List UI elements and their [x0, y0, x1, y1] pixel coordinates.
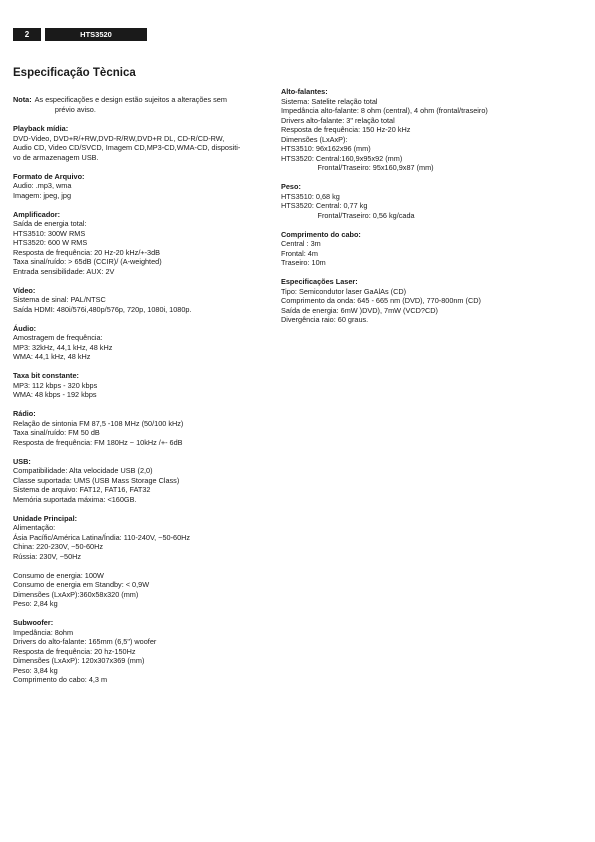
section-title: Peso: [281, 182, 301, 191]
section-title: USB: [13, 456, 31, 466]
spec-line: Traseiro: 10m [281, 258, 326, 267]
note-line: As especificações e design estão sujeitos a alterações sem [34, 95, 227, 104]
spec-line: Comprimento do cabo: 4,3 m [13, 675, 108, 684]
spec-line: MP3: 32kHz, 44,1 kHz, 48 kHz [13, 342, 113, 352]
spec-line: Entrada sensibilidade: AUX: 2V [13, 266, 115, 276]
spec-line: Audio: .mp3, wma [13, 181, 72, 190]
spec-line: HTS3520: Central: 0,77 kg [281, 201, 368, 210]
spec-line: Impedância: 8ohm [13, 627, 74, 637]
section-title: Subwoofer: [13, 618, 54, 627]
section-title: Unidade Principal: [13, 513, 78, 523]
spec-line: Consumo de energia: 100W [13, 570, 104, 580]
spec-line: Sistema de sinal: PAL/NTSC [13, 295, 106, 304]
page-header [13, 28, 147, 41]
spec-section [281, 277, 581, 325]
spec-line: Frontal/Traseiro: 0,56 kg/cada [281, 210, 415, 220]
spec-line: Central : 3m [281, 239, 321, 248]
page-title: Especificação Tècnica [13, 67, 136, 79]
page-number: 2 [13, 28, 41, 41]
spec-line: DVD-Video, DVD+R/+RW,DVD-R/RW,DVD+R DL, CD-R/CD-RW, [13, 133, 225, 143]
spec-line: Saída HDMI: 480i/576i,480p/576p, 720p, 1080i, 1080p. [13, 304, 192, 314]
spec-line: MP3: 112 kbps - 320 kbps [13, 380, 98, 390]
left-column [13, 95, 268, 694]
spec-line: Comprimento da onda: 645 - 665 nm (DVD), 770-800nm (CD) [281, 296, 481, 305]
spec-line: Amostragem de frequência: [13, 333, 103, 342]
note-line: prévio aviso. [34, 104, 96, 114]
spec-line: HTS3520: 600 W RMS [13, 238, 88, 247]
spacer [13, 561, 268, 571]
spec-line: Taxa sinal/ruído: > 65dB (CCIR)/ (A-weighted) [13, 257, 162, 266]
spec-section [13, 286, 268, 315]
section-title: Playback mídia: [13, 124, 69, 133]
spec-section [13, 371, 268, 400]
spec-line: Drivers alto-falante: 3" relação total [281, 115, 395, 125]
spec-section [13, 172, 268, 201]
spec-line: Dimensões (LxAxP): [281, 134, 348, 144]
spec-line: Dimensões (LxAxP):360x58x320 (mm) [13, 589, 139, 599]
spec-line: Peso: 2,84 kg [13, 599, 58, 608]
spec-line: Peso: 3,84 kg [13, 665, 58, 675]
spec-line: Alimentação: [13, 523, 56, 532]
spec-section [13, 409, 268, 447]
section-title: Amplificador: [13, 209, 61, 219]
spec-line: Impedância alto-falante: 8 ohm (central), 4 ohm (frontal/traseiro) [281, 106, 488, 115]
spec-line: HTS3510: 0,68 kg [281, 191, 340, 201]
spec-line: Classe suportada: UMS (USB Mass Storage Class) [13, 475, 180, 485]
spec-line: HTS3510: 300W RMS [13, 228, 86, 238]
spec-line: Frontal/Traseiro: 95x160,9x87 (mm) [281, 163, 434, 172]
spec-line: Consumo de energia em Standby: < 0,9W [13, 580, 150, 589]
spec-line: Imagem: jpeg, jpg [13, 190, 72, 200]
spec-section [13, 514, 268, 609]
spec-line: Resposta de frequência: 20 Hz-20 kHz/+-3dB [13, 247, 161, 257]
note [13, 95, 268, 114]
spec-line: Taxa sinal/ruído: FM 50 dB [13, 428, 100, 437]
section-title: Vídeo: [13, 285, 36, 295]
note-text [35, 95, 227, 114]
section-title: Rádio: [13, 409, 36, 418]
spec-line: Sistema: Satelite relação total [281, 96, 378, 106]
section-title: Áudio: [13, 323, 37, 333]
spec-line: WMA: 44,1 kHz, 48 kHz [13, 352, 91, 361]
spec-line: Dimensões (LxAxP): 120x307x369 (mm) [13, 656, 145, 665]
model-label: HTS3520 [45, 28, 147, 41]
section-title: Alto-falantes: [281, 87, 328, 96]
spec-line: Audio CD, Video CD/SVCD, Imagem CD,MP3-CD,WMA-CD, dispositi- [13, 143, 241, 152]
spec-line: HTS3510: 96x162x96 (mm) [281, 144, 371, 153]
spec-section [13, 324, 268, 362]
spec-line: Compatibilidade: Alta velocidade USB (2,0) [13, 466, 153, 475]
spec-line: Resposta de frequência: FM 180Hz ~ 10kHz /+- 6dB [13, 437, 183, 447]
spec-line: Divergência raio: 60 graus. [281, 315, 369, 324]
spec-section [281, 230, 581, 268]
spec-line: WMA: 48 kbps - 192 kbps [13, 390, 97, 399]
spec-section [13, 618, 268, 685]
right-column [281, 87, 581, 334]
section-title: Comprimento do cabo: [281, 229, 361, 239]
spec-line: Resposta de frequência: 20 hz-150Hz [13, 646, 136, 656]
spec-section [281, 87, 581, 173]
spec-line: vo de armazenagem USB. [13, 152, 99, 162]
spec-line: Memória suportada máxima: <160GB. [13, 494, 137, 504]
spec-section [281, 182, 581, 220]
spec-line: Resposta de frequência: 150 Hz-20 kHz [281, 125, 411, 134]
spec-line: Drivers do alto-falante: 165mm (6,5") woofer [13, 637, 157, 646]
spec-line: Sistema de arquivo: FAT12, FAT16, FAT32 [13, 485, 151, 494]
section-title: Taxa bit constante: [13, 371, 79, 380]
spec-line: HTS3520: Central:160,9x95x92 (mm) [281, 153, 403, 163]
spec-line: Tipo: Semicondutor laser GaAlAs (CD) [281, 286, 407, 296]
spec-line: Saída de energia: 6mW )DVD), 7mW (VCD?CD) [281, 305, 438, 315]
spec-line: China: 220-230V, ~50-60Hz [13, 542, 103, 551]
spec-section [13, 457, 268, 505]
spec-line: Rússia: 230V, ~50Hz [13, 551, 82, 561]
spec-line: Saída de energia total: [13, 219, 87, 228]
spec-section [13, 210, 268, 277]
spec-line: Frontal: 4m [281, 248, 318, 258]
section-title: Especificações Laser: [281, 277, 358, 286]
spec-section [13, 124, 268, 162]
section-title: Formato de Arquivo: [13, 171, 85, 181]
spec-line: Relação de sintonia FM 87,5 -108 MHz (50/100 kHz) [13, 418, 184, 428]
note-label: Nota: [13, 95, 32, 104]
spec-line: Ásia Pacífic/América Latina/Índia: 110-240V, ~50-60Hz [13, 532, 191, 542]
